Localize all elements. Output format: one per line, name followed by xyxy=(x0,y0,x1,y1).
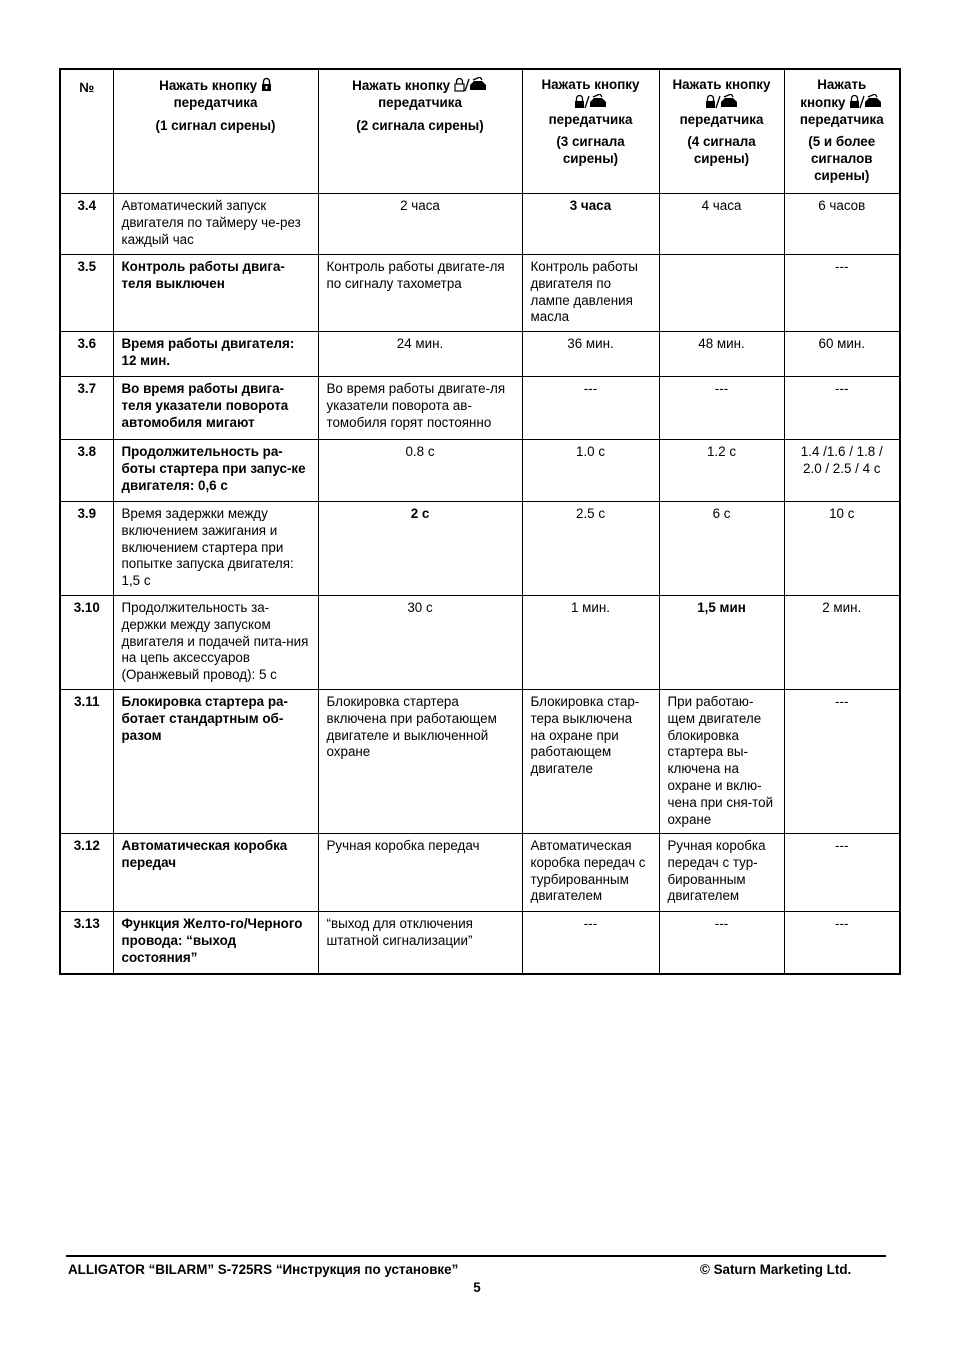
row-option-5: 1.4 /1.6 / 1.8 / 2.0 / 2.5 / 4 с xyxy=(784,440,900,502)
footer-copyright: © Saturn Marketing Ltd. xyxy=(700,1262,852,1277)
header-col-4-line2: передатчика xyxy=(679,111,764,127)
row-option-3: Контроль работы двигателя по лампе давления масла xyxy=(522,255,659,332)
header-col-3 xyxy=(522,69,659,194)
table-row xyxy=(60,194,900,255)
lock-trunk-icon xyxy=(454,77,488,92)
header-col-3-line3: (3 сигнала сирены) xyxy=(556,134,625,167)
row-option-2: 2 с xyxy=(318,502,522,596)
row-num: 3.7 xyxy=(60,377,113,440)
table-row xyxy=(60,440,900,502)
lock-icon xyxy=(261,77,272,92)
row-option-4: 4 часа xyxy=(659,194,784,255)
row-num: 3.13 xyxy=(60,912,113,974)
row-option-2: “выход для отключения штатной сигнализации” xyxy=(318,912,522,974)
row-description: Продолжительность за-держки между запуском двигателя и подачей пита-ния на цепь аксессуаров (Оранжевый провод): 5 с xyxy=(113,596,318,690)
row-option-3: Блокировка стар-тера выключена на охране при работающем двигателе xyxy=(522,690,659,834)
row-option-2: Во время работы двигате-ля указатели поворота ав-томобиля горят постоянно xyxy=(318,377,522,440)
header-col-5 xyxy=(784,69,900,194)
row-option-4: Ручная коробка передач с тур-бированным двигателем xyxy=(659,834,784,912)
row-option-2: 2 часа xyxy=(318,194,522,255)
row-description: Время работы двигателя: 12 мин. xyxy=(113,332,318,377)
row-option-2: Блокировка стартера включена при работающем двигателе и выключенной охране xyxy=(318,690,522,834)
row-option-3: 36 мин. xyxy=(522,332,659,377)
row-description: Блокировка стартера ра-ботает стандартным об-разом xyxy=(113,690,318,834)
row-option-3: 3 часа xyxy=(522,194,659,255)
row-description: Автоматический запуск двигателя по таймеру че-рез каждый час xyxy=(113,194,318,255)
row-description: Во время работы двига-теля указатели поворота автомобиля мигают xyxy=(113,377,318,440)
row-description: Время задержки между включением зажигания и включением стартера при попытке запуска двигателя: 1,5 с xyxy=(113,502,318,596)
row-option-4 xyxy=(659,255,784,332)
table-row xyxy=(60,912,900,974)
row-option-5: 6 часов xyxy=(784,194,900,255)
header-col-2-line3: (2 сигнала сирены) xyxy=(356,117,484,133)
header-col-5-line1a: Нажать xyxy=(817,77,867,92)
row-num: 3.6 xyxy=(60,332,113,377)
row-option-5: 10 с xyxy=(784,502,900,596)
page-number: 5 xyxy=(473,1280,481,1295)
row-option-3: --- xyxy=(522,912,659,974)
header-col-2 xyxy=(318,69,522,194)
row-option-5: 2 мин. xyxy=(784,596,900,690)
header-col-5-line3: (5 и более сигналов сирены) xyxy=(808,134,876,183)
row-option-3: --- xyxy=(522,377,659,440)
row-option-4: 1,5 мин xyxy=(659,596,784,690)
row-option-5: 60 мин. xyxy=(784,332,900,377)
row-num: 3.11 xyxy=(60,690,113,834)
table-header-row xyxy=(60,69,900,194)
header-col-4-line3: (4 сигнала сирены) xyxy=(687,134,756,167)
row-description: Функция Желто-го/Черного провода: “выход состояния” xyxy=(113,912,318,974)
row-option-4: 6 с xyxy=(659,502,784,596)
header-col-5-line2: передатчика xyxy=(799,111,884,127)
row-option-4: --- xyxy=(659,912,784,974)
row-description: Продолжительность ра-боты стартера при запус-ке двигателя: 0,6 с xyxy=(113,440,318,502)
row-num: 3.8 xyxy=(60,440,113,502)
row-option-2: 0.8 с xyxy=(318,440,522,502)
row-num: 3.4 xyxy=(60,194,113,255)
row-option-3: 2.5 с xyxy=(522,502,659,596)
header-num: № xyxy=(60,69,113,194)
header-col-4-line1: Нажать кнопку xyxy=(672,77,771,92)
header-col-3-line1: Нажать кнопку xyxy=(541,77,640,92)
header-col-2-line1: Нажать кнопку xyxy=(352,78,451,93)
lock-trunk-icon xyxy=(849,94,883,109)
header-col-4 xyxy=(659,69,784,194)
header-col-2-line2: передатчика xyxy=(378,94,462,110)
row-num: 3.12 xyxy=(60,834,113,912)
row-option-5: --- xyxy=(784,834,900,912)
row-option-5: --- xyxy=(784,377,900,440)
header-col-5-line1b: кнопку xyxy=(800,94,846,110)
row-option-5: --- xyxy=(784,690,900,834)
row-option-4: При работаю-щем двигателе блокировка стартера вы-ключена на охране и вклю-чена при сня-той охране xyxy=(659,690,784,834)
row-option-4: 48 мин. xyxy=(659,332,784,377)
row-option-2: Ручная коробка передач xyxy=(318,834,522,912)
table-row xyxy=(60,596,900,690)
row-option-3: 1.0 с xyxy=(522,440,659,502)
row-option-3: Автоматическая коробка передач с турбированным двигателем xyxy=(522,834,659,912)
row-option-4: --- xyxy=(659,377,784,440)
header-col-1 xyxy=(113,69,318,194)
footer-divider xyxy=(66,1255,886,1257)
row-description: Контроль работы двига-теля выключен xyxy=(113,255,318,332)
table-row xyxy=(60,834,900,912)
row-option-3: 1 мин. xyxy=(522,596,659,690)
row-num: 3.9 xyxy=(60,502,113,596)
table-row xyxy=(60,332,900,377)
lock-trunk-icon xyxy=(574,94,608,109)
row-num: 3.10 xyxy=(60,596,113,690)
row-option-2: Контроль работы двигате-ля по сигналу тахометра xyxy=(318,255,522,332)
row-option-4: 1.2 с xyxy=(659,440,784,502)
row-option-5: --- xyxy=(784,912,900,974)
row-option-2: 24 мин. xyxy=(318,332,522,377)
table-row xyxy=(60,502,900,596)
header-col-1-line2: передатчика xyxy=(173,94,258,110)
row-option-2: 30 с xyxy=(318,596,522,690)
lock-trunk-icon xyxy=(705,94,739,109)
row-num: 3.5 xyxy=(60,255,113,332)
footer-title: ALLIGATOR “BILARM” S-725RS “Инструкция по установке” xyxy=(68,1262,459,1277)
row-description: Автоматическая коробка передач xyxy=(113,834,318,912)
table-row xyxy=(60,690,900,834)
table-row xyxy=(60,255,900,332)
row-option-5: --- xyxy=(784,255,900,332)
header-col-1-line1: Нажать кнопку xyxy=(159,78,258,93)
settings-table xyxy=(59,68,901,975)
header-col-1-line3: (1 сигнал сирены) xyxy=(155,117,276,133)
table-row xyxy=(60,377,900,440)
header-col-3-line2: передатчика xyxy=(548,111,633,127)
